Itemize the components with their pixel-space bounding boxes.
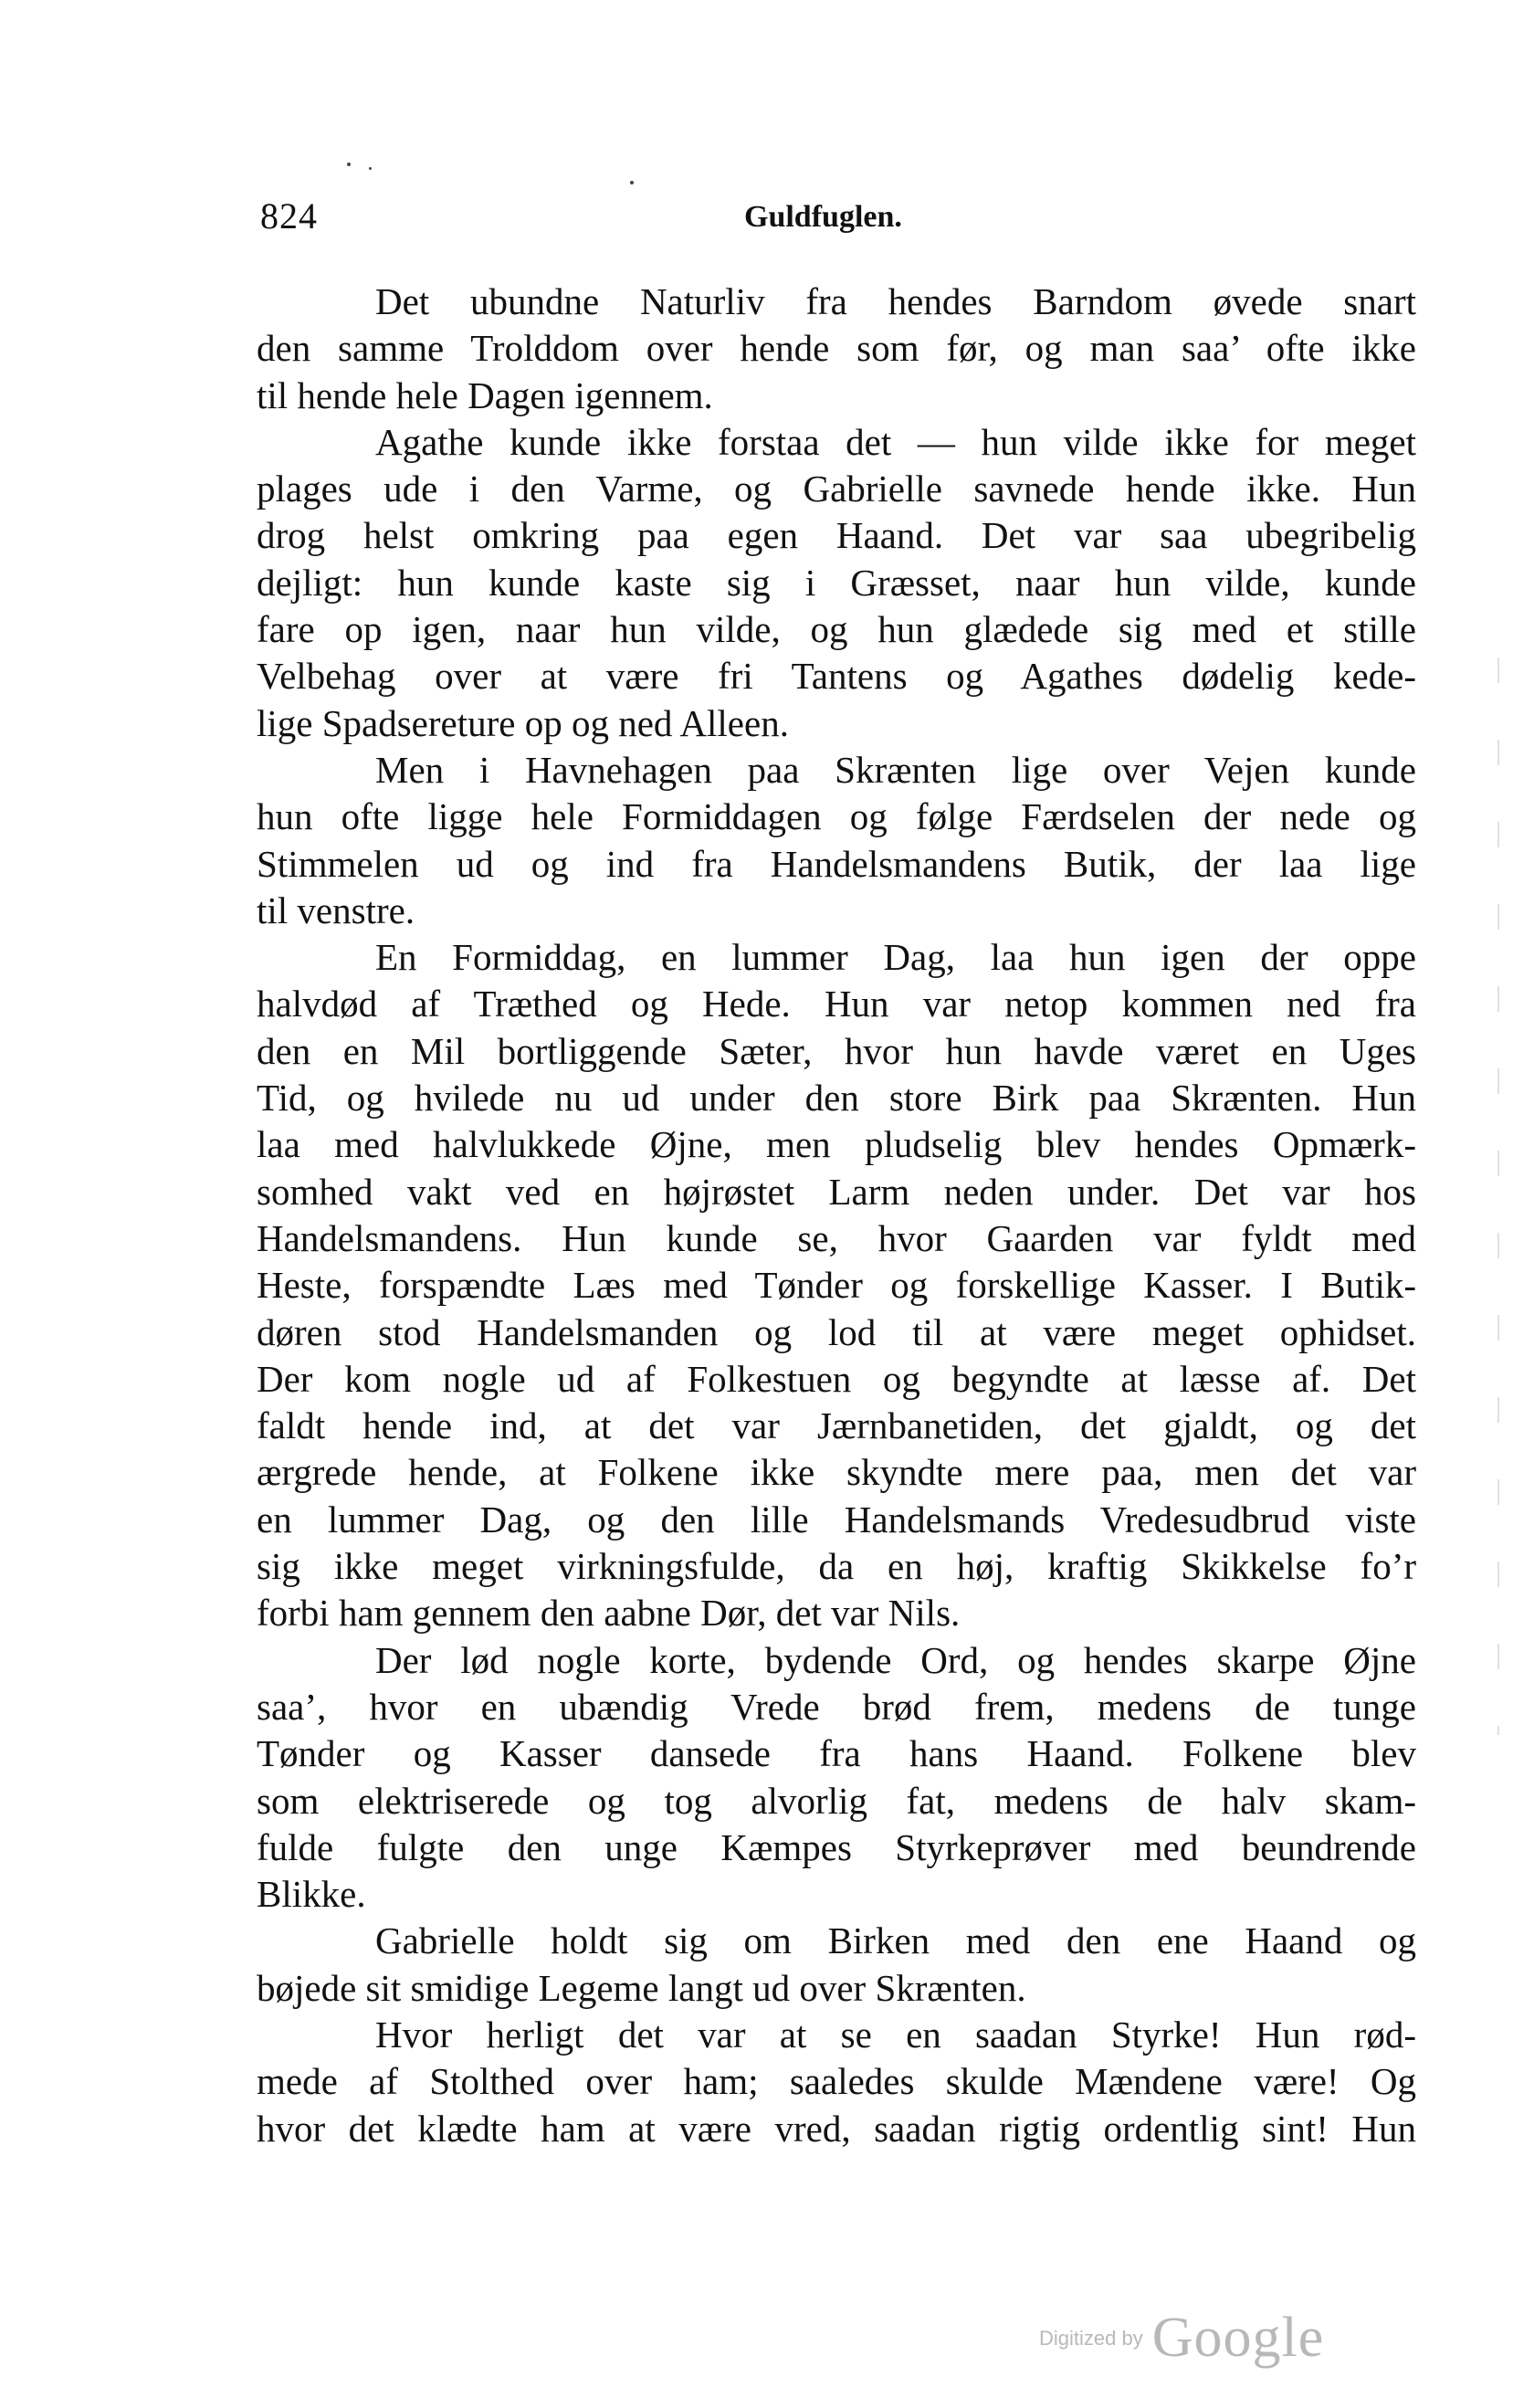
google-logo: Google xyxy=(1151,2307,1325,2369)
text-line: Det ubundne Naturliv fra hendes Barndom øvede snart xyxy=(375,280,1416,322)
text-line: sig ikke meget virkningsfulde, da en høj, kraftig Skikkelse fo’r xyxy=(257,1545,1416,1588)
text-line: drog helst omkring paa egen Haand. Det var saa ubegribelig xyxy=(257,514,1416,557)
text-line: døren stod Handelsmanden og lod til at være meget ophidset. xyxy=(257,1310,1416,1353)
watermark-prefix: Digitized by xyxy=(1039,2326,1143,2350)
text-line: Velbehag over at være fri Tantens og Agathes dødelig kede- xyxy=(257,655,1416,698)
text-line: Tønder og Kasser dansede fra hans Haand. Folkene blev xyxy=(257,1732,1416,1775)
scan-margin-marks xyxy=(1497,657,1499,1735)
digitized-watermark xyxy=(1039,2306,1324,2370)
text-line: faldt hende ind, at det var Jærnbanetiden, det gjaldt, og det xyxy=(257,1404,1416,1447)
text-line: fulde fulgte den unge Kæmpes Styrkeprøver med beundrende xyxy=(257,1825,1416,1868)
text-line: dejligt: hun kunde kaste sig i Græsset, naar hun vilde, kunde xyxy=(257,561,1416,604)
text-line: Der lød nogle korte, bydende Ord, og hendes skarpe Øjne xyxy=(375,1638,1416,1681)
print-speck xyxy=(347,163,351,166)
print-speck xyxy=(630,181,634,184)
text-line: Men i Havnehagen paa Skrænten lige over Vejen kunde xyxy=(375,748,1416,791)
text-line: bøjede sit smidige Legeme langt ud over Skrænten. xyxy=(257,1966,1026,2009)
text-line: ærgrede hende, at Folkene ikke skyndte mere paa, men det var xyxy=(257,1451,1416,1494)
text-line: halvdød af Træthed og Hede. Hun var netop kommen ned fra xyxy=(257,983,1416,1025)
text-line: lige Spadsereture op og ned Alleen. xyxy=(257,701,789,744)
text-line: Hvor herligt det var at se en saadan Styrke! Hun rød- xyxy=(375,2013,1416,2056)
text-line: En Formiddag, en lummer Dag, laa hun igen der oppe xyxy=(375,936,1416,979)
text-line: til venstre. xyxy=(257,889,415,931)
text-line: hvor det klædte ham at være vred, saadan rigtig ordentlig sint! Hun xyxy=(257,2107,1416,2150)
text-line: saa’, hvor en ubændig Vrede brød frem, medens de tunge xyxy=(257,1685,1416,1728)
text-line: den samme Trolddom over hende som før, og man saa’ ofte ikke xyxy=(257,327,1416,370)
text-line: Stimmelen ud og ind fra Handelsmandens Butik, der laa lige xyxy=(257,842,1416,885)
text-line: Tid, og hvilede nu ud under den store Birk paa Skrænten. Hun xyxy=(257,1077,1416,1120)
running-head: Guldfuglen. xyxy=(744,200,902,234)
text-line: Handelsmandens. Hun kunde se, hvor Gaarden var fyldt med xyxy=(257,1216,1416,1259)
page-number: 824 xyxy=(260,195,318,237)
text-line: forbi ham gennem den aabne Dør, det var Nils. xyxy=(257,1592,961,1635)
text-line: fare op igen, naar hun vilde, og hun glædede sig med et stille xyxy=(257,608,1416,651)
text-line: en lummer Dag, og den lille Handelsmands Vredesudbrud viste xyxy=(257,1498,1416,1540)
text-line: til hende hele Dagen igennem. xyxy=(257,373,713,416)
body-text xyxy=(257,279,1416,2152)
text-line: hun ofte ligge hele Formiddagen og følge Færdselen der nede og xyxy=(257,795,1416,838)
text-line: laa med halvlukkede Øjne, men pludselig blev hendes Opmærk- xyxy=(257,1123,1416,1166)
text-line: den en Mil bortliggende Sæter, hvor hun havde været en Uges xyxy=(257,1029,1416,1072)
text-line: Heste, forspændte Læs med Tønder og forskellige Kasser. I Butik- xyxy=(257,1264,1416,1307)
text-line: somhed vakt ved en højrøstet Larm neden under. Det var hos xyxy=(257,1170,1416,1213)
text-line: Der kom nogle ud af Folkestuen og begyndte at læsse af. Det xyxy=(257,1357,1416,1400)
print-speck xyxy=(369,167,372,170)
text-line: mede af Stolthed over ham; saaledes skulde Mændene være! Og xyxy=(257,2060,1416,2103)
page-header xyxy=(260,194,1420,239)
text-line: Gabrielle holdt sig om Birken med den ene Haand og xyxy=(375,1919,1416,1962)
text-line: plages ude i den Varme, og Gabrielle savnede hende ikke. Hun xyxy=(257,468,1416,510)
text-line: som elektriserede og tog alvorlig fat, medens de halv skam- xyxy=(257,1779,1416,1822)
text-line: Blikke. xyxy=(257,1873,366,1916)
text-line: Agathe kunde ikke forstaa det — hun vilde ikke for meget xyxy=(375,420,1416,463)
